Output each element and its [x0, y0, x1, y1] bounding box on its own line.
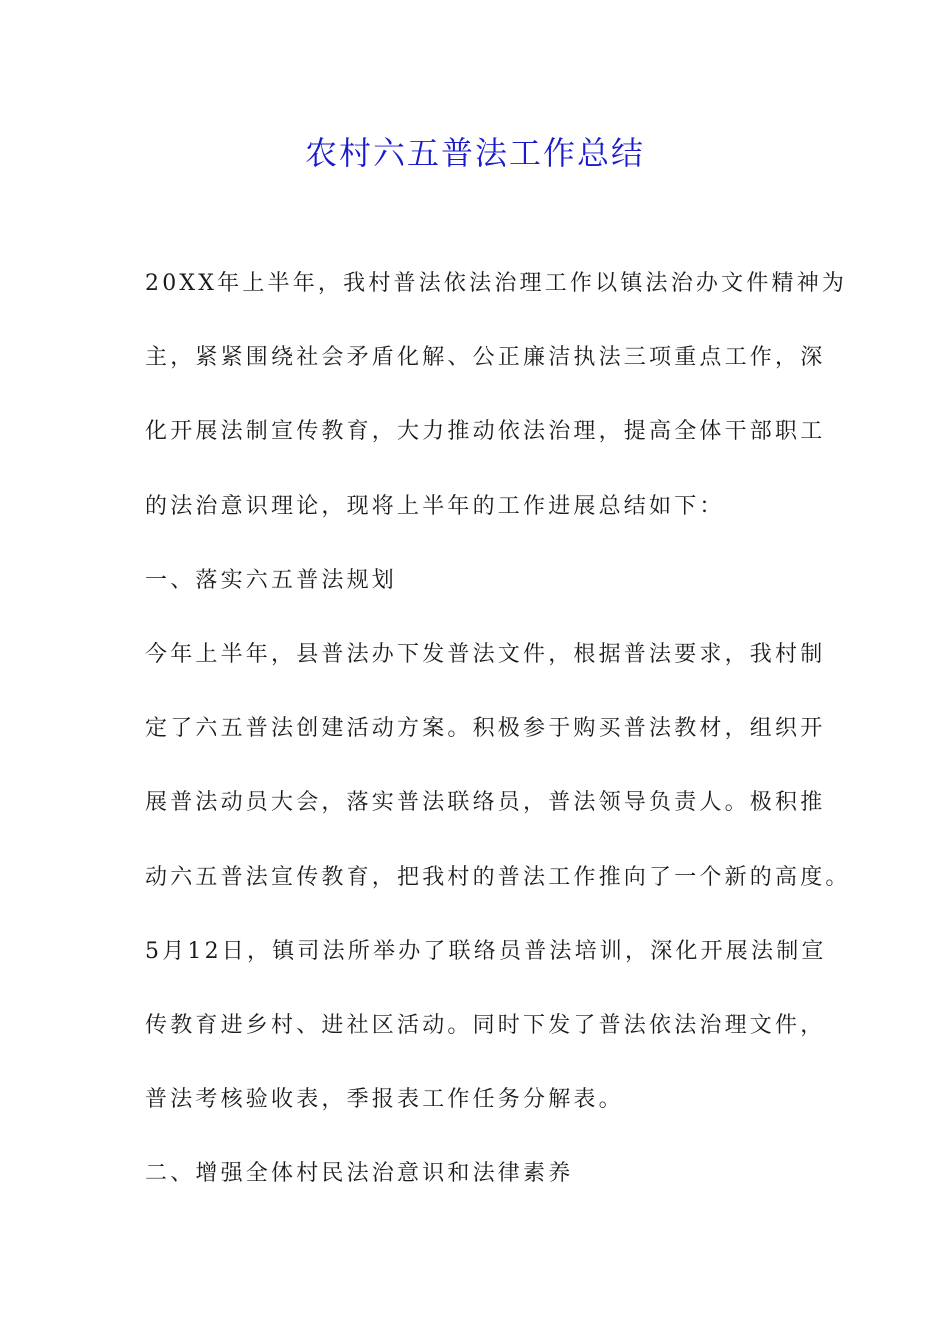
paragraph-line: 普法考核验收表，季报表工作任务分解表。 [145, 1087, 624, 1113]
section-heading: 一、落实六五普法规划 [145, 567, 398, 593]
paragraph-line: 的法治意识理论，现将上半年的工作进展总结如下： [145, 493, 725, 519]
paragraph-line: 主，紧紧围绕社会矛盾化解、公正廉洁执法三项重点工作，深 [145, 345, 826, 371]
paragraph-line: 20XX年上半年，我村普法依法治理工作以镇法治办文件精神为 [145, 271, 848, 296]
paragraph-line: 展普法动员大会，落实普法联络员，普法领导负责人。极积推 [145, 790, 826, 816]
paragraph-line: 化开展法制宣传教育，大力推动依法治理，提高全体干部职工 [145, 419, 826, 445]
document-body [145, 264, 851, 1228]
paragraph-line: 今年上半年，县普法办下发普法文件，根据普法要求，我村制 [145, 641, 826, 667]
paragraph-line: 定了六五普法创建活动方案。积极参于购买普法教材，组织开 [145, 716, 826, 742]
section-heading: 二、增强全体村民法治意识和法律素养 [145, 1161, 574, 1187]
paragraph-line: 动六五普法宣传教育，把我村的普法工作推向了一个新的高度。 [145, 864, 851, 890]
document-title: 农村六五普法工作总结 [304, 134, 645, 172]
paragraph-line: 传教育进乡村、进社区活动。同时下发了普法依法治理文件， [145, 1012, 826, 1038]
paragraph-line: 5月12日，镇司法所举办了联络员普法培训，深化开展法制宣 [145, 938, 827, 964]
